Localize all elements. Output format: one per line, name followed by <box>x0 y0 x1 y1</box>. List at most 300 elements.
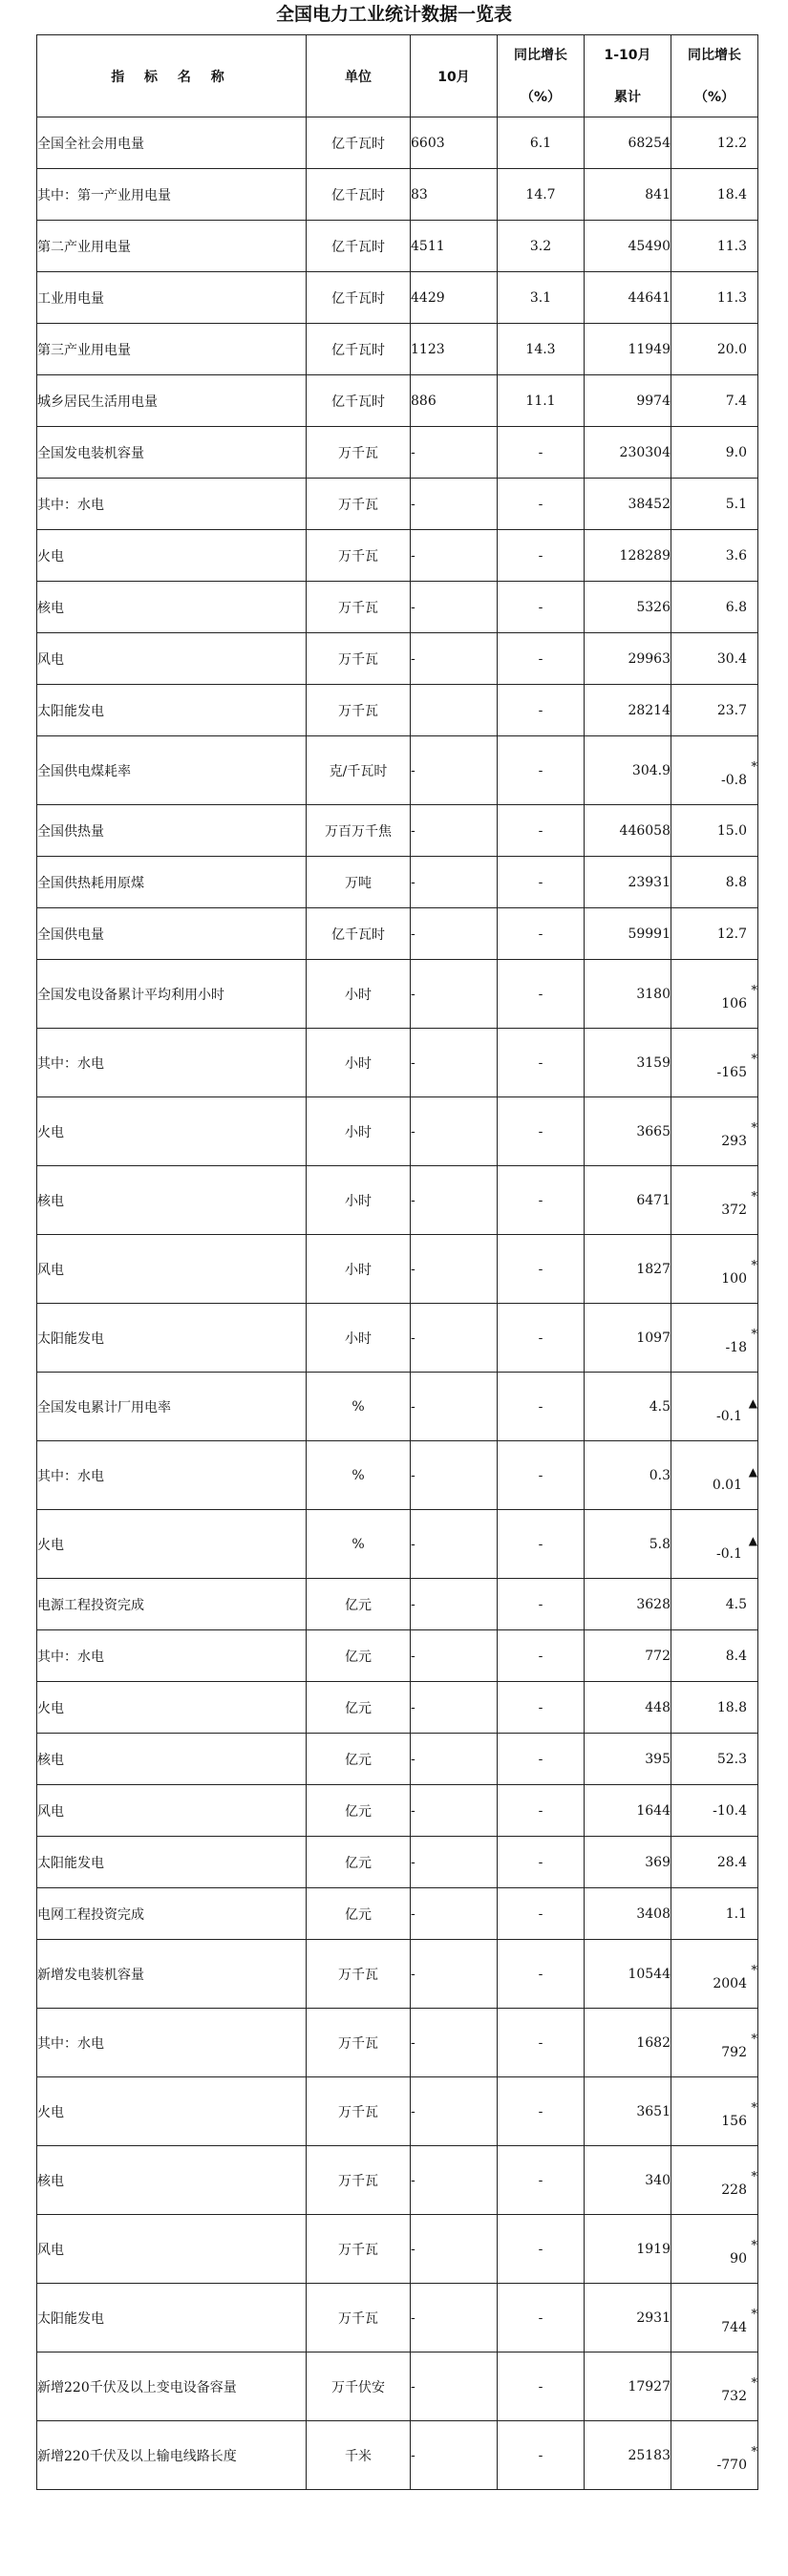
row-name: 其中：第一产业用电量 <box>37 169 307 221</box>
table-row <box>37 960 758 1029</box>
row-cumulative-yoy <box>671 1785 758 1837</box>
row-month-yoy: - <box>498 1579 585 1630</box>
row-unit: % <box>307 1373 411 1441</box>
row-cumulative-yoy-value: 106 <box>721 995 747 1011</box>
row-cumulative-yoy <box>671 1734 758 1785</box>
table-row <box>37 169 758 221</box>
row-unit: 亿元 <box>307 1630 411 1682</box>
row-month-value: 886 <box>411 375 498 427</box>
row-name: 全国发电设备累计平均利用小时 <box>37 960 307 1029</box>
row-name: 太阳能发电 <box>37 2284 307 2352</box>
row-month-yoy: - <box>498 1029 585 1097</box>
row-month-yoy: - <box>498 736 585 805</box>
table-row <box>37 530 758 582</box>
table-row <box>37 117 758 169</box>
row-unit: 亿千瓦时 <box>307 169 411 221</box>
row-name: 电源工程投资完成 <box>37 1579 307 1630</box>
row-unit: 万千瓦 <box>307 427 411 479</box>
row-cumulative-yoy-value: 18.4 <box>716 186 747 202</box>
row-month-yoy: - <box>498 1441 585 1510</box>
table-row <box>37 2215 758 2284</box>
table-row <box>37 324 758 375</box>
row-month-value: - <box>411 2215 498 2284</box>
row-cumulative-yoy <box>671 1888 758 1940</box>
row-cumulative-yoy <box>671 221 758 272</box>
row-month-yoy: - <box>498 1785 585 1837</box>
row-unit: % <box>307 1441 411 1510</box>
row-unit: 万百万千焦 <box>307 805 411 857</box>
row-cumulative-value: 9974 <box>585 375 671 427</box>
row-month-yoy: - <box>498 1630 585 1682</box>
row-name: 核电 <box>37 1734 307 1785</box>
row-month-value: 4511 <box>411 221 498 272</box>
row-cumulative-yoy <box>671 375 758 427</box>
row-month-yoy: - <box>498 530 585 582</box>
row-cumulative-yoy <box>671 1837 758 1888</box>
table-row <box>37 1029 758 1097</box>
row-cumulative-yoy-value: 6.8 <box>725 599 747 615</box>
row-unit: 万千瓦 <box>307 479 411 530</box>
row-month-yoy: - <box>498 479 585 530</box>
row-month-value: 83 <box>411 169 498 221</box>
row-cumulative-yoy <box>671 479 758 530</box>
row-cumulative-yoy-value: 12.2 <box>716 135 747 151</box>
row-cumulative-value: 38452 <box>585 479 671 530</box>
row-unit: 亿元 <box>307 1837 411 1888</box>
row-cumulative-value: 44641 <box>585 272 671 324</box>
row-name: 火电 <box>37 530 307 582</box>
row-month-value: - <box>411 1166 498 1235</box>
row-month-yoy: - <box>498 427 585 479</box>
row-cumulative-value: 3628 <box>585 1579 671 1630</box>
table-row <box>37 857 758 908</box>
row-cumulative-value: 304.9 <box>585 736 671 805</box>
row-month-value: - <box>411 1235 498 1304</box>
row-cumulative-yoy-value: 1.1 <box>725 1905 747 1922</box>
asterisk-mark: * <box>751 984 757 999</box>
row-month-yoy: 6.1 <box>498 117 585 169</box>
row-cumulative-value: 5326 <box>585 582 671 633</box>
row-month-yoy: - <box>498 908 585 960</box>
row-cumulative-yoy <box>671 2215 758 2284</box>
table-row <box>37 2146 758 2215</box>
row-month-value: - <box>411 1940 498 2009</box>
row-cumulative-yoy-value: 732 <box>721 2388 747 2404</box>
row-cumulative-yoy-value: 2004 <box>713 1975 747 1991</box>
row-cumulative-value: 1827 <box>585 1235 671 1304</box>
row-month-yoy: - <box>498 2009 585 2077</box>
row-month-yoy: - <box>498 1373 585 1441</box>
row-month-yoy: 3.1 <box>498 272 585 324</box>
table-row <box>37 2421 758 2490</box>
row-name: 其中：水电 <box>37 1441 307 1510</box>
row-cumulative-yoy-value: 156 <box>721 2113 747 2129</box>
row-cumulative-yoy-value: 8.8 <box>725 874 747 890</box>
row-month-yoy: - <box>498 2215 585 2284</box>
row-unit: 亿元 <box>307 1682 411 1734</box>
row-unit: 克/千瓦时 <box>307 736 411 805</box>
header-yoy-cumulative: 同比增长 （%） <box>671 35 758 117</box>
row-cumulative-value: 23931 <box>585 857 671 908</box>
row-cumulative-value: 29963 <box>585 633 671 685</box>
row-month-value: - <box>411 427 498 479</box>
row-name: 全国供热耗用原煤 <box>37 857 307 908</box>
row-month-yoy: - <box>498 582 585 633</box>
row-cumulative-value: 45490 <box>585 221 671 272</box>
row-name: 全国供电煤耗率 <box>37 736 307 805</box>
row-unit: 万千瓦 <box>307 1940 411 2009</box>
row-name: 风电 <box>37 2215 307 2284</box>
row-cumulative-value: 1097 <box>585 1304 671 1373</box>
row-unit: 小时 <box>307 1097 411 1166</box>
row-month-value: - <box>411 1734 498 1785</box>
row-unit: 万千瓦 <box>307 685 411 736</box>
row-name: 其中：水电 <box>37 1029 307 1097</box>
row-unit: 亿元 <box>307 1579 411 1630</box>
row-unit: 亿千瓦时 <box>307 375 411 427</box>
row-cumulative-yoy-value: 9.0 <box>725 444 747 460</box>
asterisk-mark: * <box>751 2308 757 2323</box>
row-unit: 亿元 <box>307 1785 411 1837</box>
header-month: 10月 <box>411 35 498 117</box>
table-row <box>37 427 758 479</box>
row-month-value: - <box>411 1510 498 1579</box>
row-cumulative-yoy-value: 100 <box>721 1270 747 1287</box>
table-row <box>37 1235 758 1304</box>
row-cumulative-yoy <box>671 2352 758 2421</box>
table-row <box>37 908 758 960</box>
row-cumulative-yoy-value: 90 <box>730 2250 747 2267</box>
row-month-value: - <box>411 857 498 908</box>
table-row <box>37 1785 758 1837</box>
row-month-value: - <box>411 2077 498 2146</box>
row-month-yoy: - <box>498 1235 585 1304</box>
row-cumulative-value: 68254 <box>585 117 671 169</box>
row-cumulative-value: 3665 <box>585 1097 671 1166</box>
row-cumulative-value: 5.8 <box>585 1510 671 1579</box>
row-name: 工业用电量 <box>37 272 307 324</box>
row-name: 第三产业用电量 <box>37 324 307 375</box>
row-cumulative-yoy <box>671 1441 758 1510</box>
table-row <box>37 272 758 324</box>
row-name: 全国发电累计厂用电率 <box>37 1373 307 1441</box>
statistics-table <box>36 34 758 2490</box>
row-cumulative-yoy <box>671 633 758 685</box>
row-cumulative-yoy <box>671 1682 758 1734</box>
row-cumulative-value: 4.5 <box>585 1373 671 1441</box>
row-month-yoy: - <box>498 2352 585 2421</box>
row-cumulative-yoy-value: -10.4 <box>713 1802 747 1819</box>
row-cumulative-yoy <box>671 324 758 375</box>
row-unit: 万千瓦 <box>307 530 411 582</box>
row-cumulative-yoy <box>671 2146 758 2215</box>
row-month-value: - <box>411 1630 498 1682</box>
row-cumulative-yoy-value: 4.5 <box>725 1596 747 1612</box>
row-cumulative-value: 3651 <box>585 2077 671 2146</box>
row-month-yoy: - <box>498 2146 585 2215</box>
table-row <box>37 1579 758 1630</box>
table-body <box>37 117 758 2490</box>
row-cumulative-yoy-value: 18.8 <box>716 1699 747 1715</box>
row-name: 风电 <box>37 1235 307 1304</box>
row-month-yoy: - <box>498 1304 585 1373</box>
row-cumulative-value: 3408 <box>585 1888 671 1940</box>
page-title: 全国电力工业统计数据一览表 <box>275 4 512 25</box>
row-unit: 小时 <box>307 1029 411 1097</box>
header-unit: 单位 <box>307 35 411 117</box>
row-month-yoy: - <box>498 1166 585 1235</box>
row-cumulative-yoy <box>671 1097 758 1166</box>
row-unit: 亿元 <box>307 1888 411 1940</box>
row-cumulative-yoy <box>671 1235 758 1304</box>
row-cumulative-value: 395 <box>585 1734 671 1785</box>
row-cumulative-yoy-value: 30.4 <box>716 650 747 667</box>
row-month-yoy: - <box>498 1682 585 1734</box>
table-row <box>37 805 758 857</box>
row-cumulative-yoy-value: 20.0 <box>716 341 747 357</box>
table-row <box>37 1166 758 1235</box>
table-row <box>37 582 758 633</box>
row-cumulative-value: 841 <box>585 169 671 221</box>
row-unit: % <box>307 1510 411 1579</box>
row-cumulative-yoy-value: -18 <box>725 1339 747 1355</box>
row-month-value: - <box>411 736 498 805</box>
row-cumulative-yoy <box>671 272 758 324</box>
row-name: 全国供热量 <box>37 805 307 857</box>
table-row <box>37 2077 758 2146</box>
row-cumulative-value: 2931 <box>585 2284 671 2352</box>
row-cumulative-value: 1682 <box>585 2009 671 2077</box>
asterisk-mark: * <box>751 1328 757 1343</box>
row-cumulative-value: 369 <box>585 1837 671 1888</box>
row-cumulative-value: 6471 <box>585 1166 671 1235</box>
row-cumulative-value: 10544 <box>585 1940 671 2009</box>
row-month-value: - <box>411 479 498 530</box>
asterisk-mark: * <box>751 760 757 776</box>
asterisk-mark: * <box>751 2101 757 2117</box>
row-month-yoy: - <box>498 857 585 908</box>
row-name: 全国供电量 <box>37 908 307 960</box>
row-month-value: - <box>411 1785 498 1837</box>
row-cumulative-yoy <box>671 1510 758 1579</box>
row-month-yoy: - <box>498 685 585 736</box>
row-name: 其中：水电 <box>37 2009 307 2077</box>
row-name: 太阳能发电 <box>37 685 307 736</box>
table-row <box>37 1734 758 1785</box>
table-row <box>37 1441 758 1510</box>
row-month-value: - <box>411 1029 498 1097</box>
table-row <box>37 1373 758 1441</box>
row-cumulative-yoy-value: -770 <box>716 2457 747 2473</box>
row-month-value: - <box>411 2352 498 2421</box>
row-cumulative-yoy <box>671 530 758 582</box>
row-unit: 小时 <box>307 1166 411 1235</box>
row-name: 新增发电装机容量 <box>37 1940 307 2009</box>
row-cumulative-value: 340 <box>585 2146 671 2215</box>
row-name: 第二产业用电量 <box>37 221 307 272</box>
row-cumulative-yoy-value: -165 <box>716 1064 747 1080</box>
row-cumulative-value: 17927 <box>585 2352 671 2421</box>
row-month-value: - <box>411 960 498 1029</box>
row-cumulative-yoy-value: 0.01 <box>712 1477 742 1493</box>
table-header-row <box>37 35 758 117</box>
row-cumulative-yoy <box>671 169 758 221</box>
header-name: 指 标 名 称 <box>37 35 307 117</box>
row-name: 其中：水电 <box>37 1630 307 1682</box>
row-month-yoy: - <box>498 1888 585 1940</box>
row-cumulative-yoy-value: 3.6 <box>725 547 747 564</box>
row-cumulative-value: 230304 <box>585 427 671 479</box>
table-row <box>37 1682 758 1734</box>
row-month-value: 4429 <box>411 272 498 324</box>
row-unit: 亿千瓦时 <box>307 272 411 324</box>
row-month-yoy: - <box>498 2421 585 2490</box>
asterisk-mark: * <box>751 1259 757 1274</box>
row-month-value: 1123 <box>411 324 498 375</box>
row-month-yoy: - <box>498 1940 585 2009</box>
row-month-yoy: - <box>498 1097 585 1166</box>
row-cumulative-yoy <box>671 117 758 169</box>
row-cumulative-value: 0.3 <box>585 1441 671 1510</box>
row-cumulative-yoy-value: 11.3 <box>716 238 747 254</box>
row-cumulative-yoy-value: 11.3 <box>716 289 747 306</box>
row-cumulative-yoy <box>671 857 758 908</box>
header-cumulative: 1-10月 累计 <box>585 35 671 117</box>
table-row <box>37 1888 758 1940</box>
row-month-yoy: - <box>498 960 585 1029</box>
row-cumulative-value: 446058 <box>585 805 671 857</box>
asterisk-mark: * <box>751 1190 757 1205</box>
row-cumulative-yoy <box>671 736 758 805</box>
row-name: 全国发电装机容量 <box>37 427 307 479</box>
row-cumulative-value: 3159 <box>585 1029 671 1097</box>
row-name: 核电 <box>37 2146 307 2215</box>
row-name: 火电 <box>37 2077 307 2146</box>
row-cumulative-yoy-value: 5.1 <box>725 496 747 512</box>
row-month-yoy: 3.2 <box>498 221 585 272</box>
row-cumulative-yoy <box>671 2284 758 2352</box>
row-cumulative-yoy <box>671 1630 758 1682</box>
row-cumulative-yoy-value: -0.1 <box>716 1545 742 1562</box>
row-name: 火电 <box>37 1682 307 1734</box>
row-month-yoy: - <box>498 2077 585 2146</box>
row-cumulative-yoy <box>671 2077 758 2146</box>
row-month-value: - <box>411 2284 498 2352</box>
row-month-yoy: - <box>498 633 585 685</box>
row-month-value: 6603 <box>411 117 498 169</box>
asterisk-mark: * <box>751 1964 757 1979</box>
asterisk-mark: * <box>751 2445 757 2460</box>
row-cumulative-value: 1919 <box>585 2215 671 2284</box>
row-month-value: - <box>411 1304 498 1373</box>
table-row <box>37 479 758 530</box>
row-cumulative-yoy <box>671 2421 758 2490</box>
row-name: 风电 <box>37 1785 307 1837</box>
table-row <box>37 1097 758 1166</box>
row-cumulative-yoy-value: 52.3 <box>716 1751 747 1767</box>
row-unit: 万千瓦 <box>307 2077 411 2146</box>
row-month-yoy: 14.7 <box>498 169 585 221</box>
row-unit: 万千瓦 <box>307 2284 411 2352</box>
row-cumulative-yoy <box>671 1166 758 1235</box>
table-row <box>37 2352 758 2421</box>
row-cumulative-yoy-value: -0.1 <box>716 1408 742 1424</box>
row-cumulative-yoy-value: 28.4 <box>716 1854 747 1870</box>
row-month-value: - <box>411 1682 498 1734</box>
row-name: 核电 <box>37 582 307 633</box>
asterisk-mark: * <box>751 1121 757 1137</box>
row-month-yoy: - <box>498 1510 585 1579</box>
row-name: 全国全社会用电量 <box>37 117 307 169</box>
asterisk-mark: * <box>751 2170 757 2185</box>
triangle-mark-icon: ▲ <box>748 1465 757 1480</box>
row-month-value: - <box>411 2421 498 2490</box>
row-month-yoy: 14.3 <box>498 324 585 375</box>
row-month-value: - <box>411 1888 498 1940</box>
row-cumulative-value: 772 <box>585 1630 671 1682</box>
row-unit: 亿千瓦时 <box>307 908 411 960</box>
row-month-value: - <box>411 805 498 857</box>
row-unit: 小时 <box>307 1304 411 1373</box>
row-cumulative-yoy-value: 12.7 <box>716 926 747 942</box>
table-row <box>37 1940 758 2009</box>
header-yoy-month: 同比增长 （%） <box>498 35 585 117</box>
row-unit: 万吨 <box>307 857 411 908</box>
row-cumulative-yoy <box>671 805 758 857</box>
table-row <box>37 633 758 685</box>
row-name: 新增220千伏及以上变电设备容量 <box>37 2352 307 2421</box>
row-cumulative-yoy <box>671 427 758 479</box>
row-unit: 小时 <box>307 1235 411 1304</box>
table-row <box>37 221 758 272</box>
row-cumulative-yoy <box>671 960 758 1029</box>
row-month-value: - <box>411 633 498 685</box>
row-cumulative-yoy <box>671 1304 758 1373</box>
row-unit: 亿千瓦时 <box>307 221 411 272</box>
row-cumulative-yoy-value: 293 <box>721 1133 747 1149</box>
row-name: 风电 <box>37 633 307 685</box>
row-unit: 万千伏安 <box>307 2352 411 2421</box>
table-row <box>37 2009 758 2077</box>
row-cumulative-yoy-value: 744 <box>721 2319 747 2335</box>
row-name: 其中：水电 <box>37 479 307 530</box>
row-cumulative-yoy <box>671 1579 758 1630</box>
table-row <box>37 685 758 736</box>
row-month-value: - <box>411 908 498 960</box>
row-cumulative-yoy <box>671 582 758 633</box>
row-unit: 万千瓦 <box>307 2146 411 2215</box>
row-month-value: - <box>411 1441 498 1510</box>
row-month-value: - <box>411 2146 498 2215</box>
triangle-mark-icon: ▲ <box>748 1534 757 1548</box>
row-cumulative-yoy-value: 792 <box>721 2044 747 2060</box>
row-month-value: - <box>411 1097 498 1166</box>
row-month-value: - <box>411 1837 498 1888</box>
row-cumulative-value: 28214 <box>585 685 671 736</box>
row-name: 新增220千伏及以上输电线路长度 <box>37 2421 307 2490</box>
row-cumulative-yoy-value: 15.0 <box>716 822 747 839</box>
asterisk-mark: * <box>751 2376 757 2392</box>
asterisk-mark: * <box>751 2239 757 2254</box>
row-cumulative-yoy-value: 23.7 <box>716 702 747 718</box>
row-unit: 万千瓦 <box>307 2009 411 2077</box>
row-unit: 万千瓦 <box>307 582 411 633</box>
asterisk-mark: * <box>751 1053 757 1068</box>
table-row <box>37 1837 758 1888</box>
table-row <box>37 1304 758 1373</box>
row-name: 太阳能发电 <box>37 1837 307 1888</box>
row-cumulative-yoy-value: 8.4 <box>725 1648 747 1664</box>
